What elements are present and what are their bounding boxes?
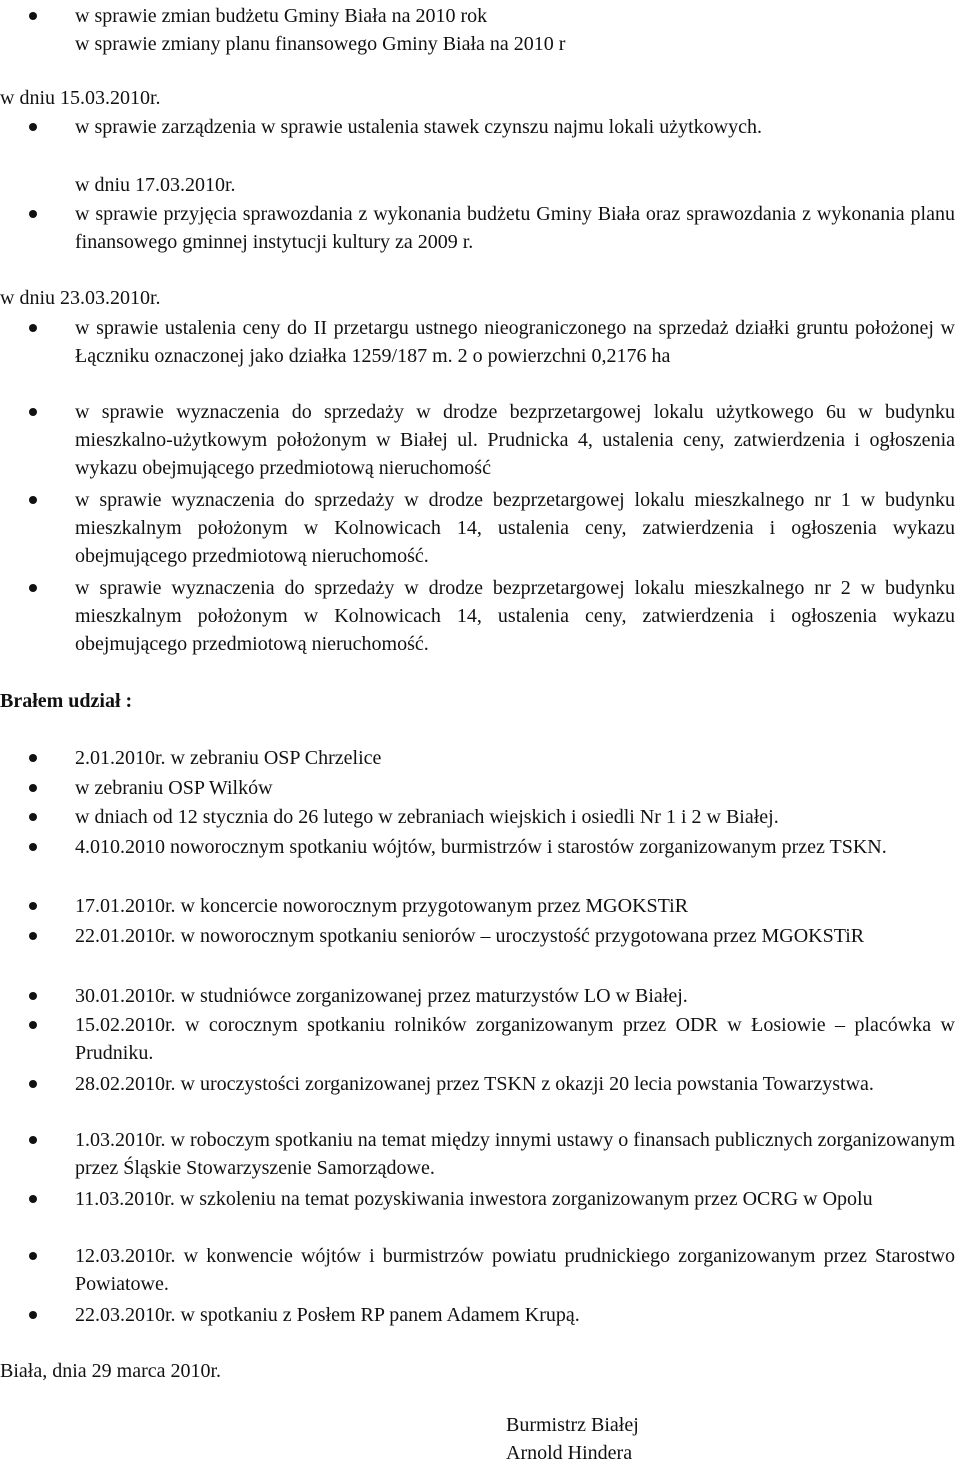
list-item-text: 1.03.2010r. w roboczym spotkaniu na temat między innymi ustawy o finansach publicznych zorganizowanym przez Śląskie Stowarzyszenie Samorządowe. [75,1129,955,1179]
list-item [75,982,955,1010]
list-item [75,833,955,861]
bullet-icon [29,1136,37,1144]
bullet-icon [29,784,37,792]
bullet-icon [29,932,37,940]
list-item [75,113,955,141]
list-item-text: 17.01.2010r. w koncercie noworocznym przygotowanym przez MGOKSTiR [75,895,689,917]
list-item-text: w zebraniu OSP Wilków [75,777,273,799]
list-item-text: 2.01.2010r. w zebraniu OSP Chrzelice [75,747,382,769]
bullet-icon [29,1195,37,1203]
bullet-icon [29,408,37,416]
list-item-text: w sprawie zmiany planu finansowego Gminy Biała na 2010 r [75,33,566,55]
list-item [75,398,955,482]
list-item [75,1070,955,1098]
place-and-date: Biała, dnia 29 marca 2010r. [0,1360,222,1382]
list-item [75,1185,955,1213]
list-item-text: w dniach od 12 stycznia do 26 lutego w zebraniach wiejskich i osiedli Nr 1 i 2 w Białej. [75,806,779,828]
list-item [75,892,955,920]
signature-name: Arnold Hindera [506,1442,633,1464]
list-item-text: 12.03.2010r. w konwencie wójtów i burmistrzów powiatu prudnickiego zorganizowanym przez Starostwo Powiatowe. [75,1245,955,1295]
bullet-icon [29,1311,37,1319]
list-item-text: w sprawie wyznaczenia do sprzedaży w drodze bezprzetargowej lokalu użytkowego 6u w budynku mieszkalno-użytkowym położonym w Białej ul. Prudnicka 4, ustalenia ceny, zatwierdzenia i ogłoszenia wykazu obejmującego przedmiotową nieruchomość [75,401,955,479]
list-item [75,744,955,772]
bullet-icon [29,1252,37,1260]
bullet-icon [29,1021,37,1029]
bullet-icon [29,210,37,218]
list-item [75,803,955,831]
bullet-icon [29,813,37,821]
list-item-text: 30.01.2010r. w studniówce zorganizowanej przez maturzystów LO w Białej. [75,985,688,1007]
bullet-icon [29,1080,37,1088]
list-item-continuation [75,30,955,58]
bullet-icon [29,324,37,332]
list-item-text: w sprawie zarządzenia w sprawie ustalenia stawek czynszu najmu lokali użytkowych. [75,116,762,138]
date-heading: w dniu 23.03.2010r. [0,287,161,309]
bullet-icon [29,123,37,131]
bullet-icon [29,754,37,762]
bullet-icon [29,496,37,504]
list-item [75,774,955,802]
bullet-icon [29,584,37,592]
list-item-text: 28.02.2010r. w uroczystości zorganizowanej przez TSKN z okazji 20 lecia powstania Towarzystwa. [75,1073,874,1095]
signature-title: Burmistrz Białej [506,1414,639,1436]
list-item-text: w sprawie ustalenia ceny do II przetargu ustnego nieograniczonego na sprzedaż działki gruntu położonej w Łączniku oznaczonej jako działka 1259/187 m. 2 o powierzchni 0,2176 ha [75,317,955,367]
list-item [75,574,955,658]
date-heading: w dniu 17.03.2010r. [75,174,236,196]
list-item-text: 4.010.2010 noworocznym spotkaniu wójtów, burmistrzów i starostów zorganizowanym przez TSKN. [75,836,887,858]
bullet-icon [29,992,37,1000]
list-item-text: w sprawie wyznaczenia do sprzedaży w drodze bezprzetargowej lokalu mieszkalnego nr 1 w budynku mieszkalnym położonym w Kolnowicach 14, ustalenia ceny, zatwierdzenia i ogłoszenia wykazu obejmującego przedmiotową nieruchomość. [75,489,955,567]
list-item [75,922,955,950]
bullet-icon [29,12,37,20]
list-item [75,314,955,370]
list-item [75,486,955,570]
list-item [75,1011,955,1067]
date-heading: w dniu 15.03.2010r. [0,87,161,109]
bullet-icon [29,902,37,910]
list-item [75,1242,955,1298]
list-item-text: w sprawie przyjęcia sprawozdania z wykonania budżetu Gminy Biała oraz sprawozdania z wykonania planu finansowego gminnej instytucji kultury za 2009 r. [75,203,955,253]
list-item-text: 15.02.2010r. w corocznym spotkaniu rolników zorganizowanym przez ODR w Łosiowie – placówka w Prudniku. [75,1014,955,1064]
list-item [75,1301,955,1329]
list-item-text: 11.03.2010r. w szkoleniu na temat pozyskiwania inwestora zorganizowanym przez OCRG w Opolu [75,1188,873,1210]
list-item [75,1126,955,1182]
list-item-text: 22.03.2010r. w spotkaniu z Posłem RP panem Adamem Krupą. [75,1304,580,1326]
list-item [75,2,955,30]
list-item [75,200,955,256]
list-item-text: w sprawie zmian budżetu Gminy Biała na 2010 rok [75,5,488,27]
bullet-icon [29,843,37,851]
section-heading: Brałem udział : [0,690,133,712]
list-item-text: w sprawie wyznaczenia do sprzedaży w drodze bezprzetargowej lokalu mieszkalnego nr 2 w budynku mieszkalnym położonym w Kolnowicach 14, ustalenia ceny, zatwierdzenia i ogłoszenia wykazu obejmującego przedmiotową nieruchomość. [75,577,955,655]
list-item-text: 22.01.2010r. w noworocznym spotkaniu seniorów – uroczystość przygotowana przez MGOKSTiR [75,925,865,947]
